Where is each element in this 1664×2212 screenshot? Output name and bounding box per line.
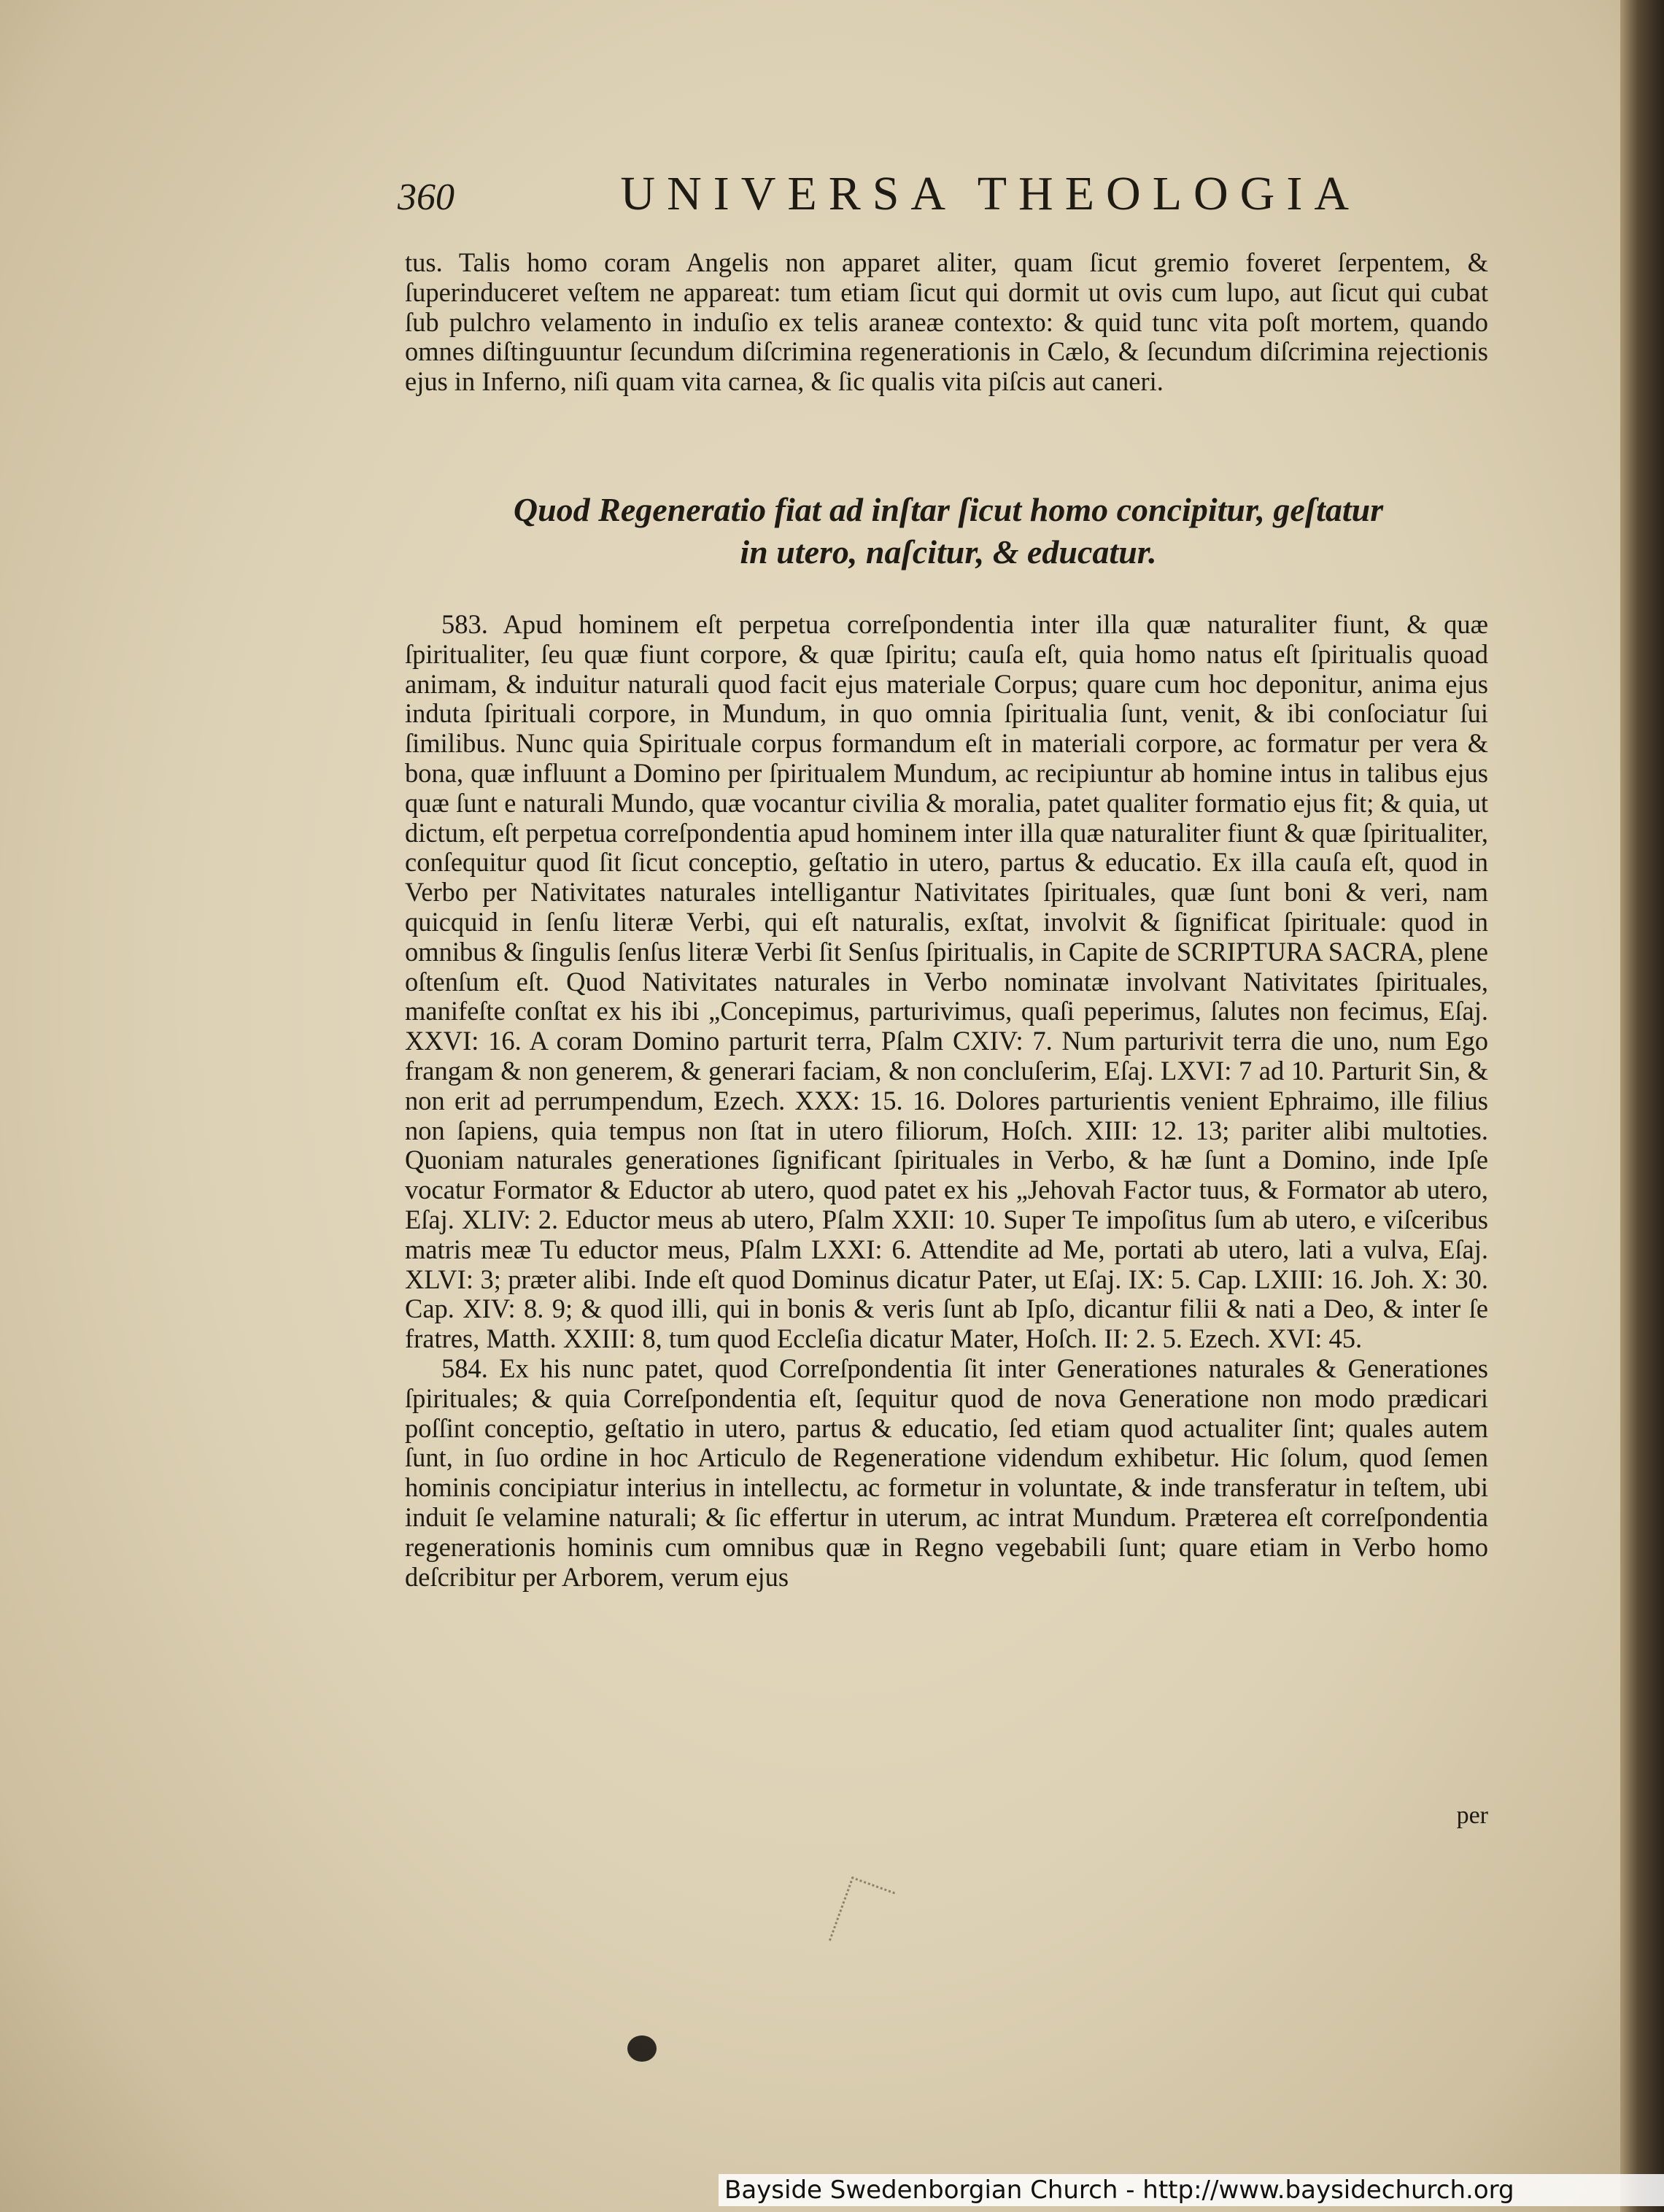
paragraph-584: 584. Ex his nunc patet, quod Correſpondentia ſit inter Generationes naturales & Generationes ſpirituales; & quia Correſpondentia eſt, ſequitur quod de nova Generatione non modo prædicari poſſint conceptio, geſtatio in utero, partus & educatio, ſed etiam quod actualiter ſint; quales autem ſunt, in ſuo ordine in hoc Articulo de Regeneratione videndum exhibetur. Hic ſolum, quod ſemen hominis concipiatur interius in intellectu, ac formetur in voluntate, & inde transferatur in teſtem, ubi induit ſe velamine naturali; & ſic effertur in uterum, ac intrat Mundum. Præterea eſt correſpondentia regenerationis hominis cum omnibus quæ in Regno vegebabili ſunt; quare etiam in Verbo homo deſcribitur per Arborem, verum ejus [405,1353,1488,1592]
ink-blot [627,2035,657,2062]
page-number: 360 [398,177,454,218]
top-paragraph-block [405,248,1488,397]
main-text-block [405,610,1488,1592]
running-head [398,166,1361,232]
running-title: UNIVERSA THEOLOGIA [620,167,1361,220]
section-heading-line1: Quod Regeneratio fiat ad inſtar ſicut homo concipitur, geſtatur [513,491,1384,528]
page-gutter [1620,0,1664,2212]
paragraph-583: 583. Apud hominem eſt perpetua correſpondentia inter illa quæ naturaliter fiunt, & quæ ſpiritualiter, ſeu quæ fiunt corpore, & quæ ſpiritu; cauſa eſt, quia homo natus eſt ſpiritualis quoad animam, & induitur naturali quod facit ejus materiale Corpus; quare cum hoc deponitur, anima ejus induta ſpirituali corpore, in Mundum, in quo omnia ſpiritualia ſunt, venit, & ibi conſociatur ſui ſimilibus. Nunc quia Spirituale corpus formandum eſt in materiali corpore, ac formatur per vera & bona, quæ influunt a Domino per ſpiritualem Mundum, ac recipiuntur ab homine intus in talibus ejus quæ ſunt e naturali Mundo, quæ vocantur civilia & moralia, patet qualiter formatio ejus fit; & quia, ut dictum, eſt perpetua correſpondentia apud hominem inter illa quæ naturaliter fiunt & quæ ſpiritualiter, conſequitur quod ſit ſicut conceptio, geſtatio in utero, partus & educatio. Ex illa cauſa eſt, quod in Verbo per Nativitates naturales intelligantur Nativitates ſpirituales, quæ ſunt boni & veri, nam quicquid in ſenſu literæ Verbi, qui eſt naturalis, exſtat, involvit & ſignificat ſpirituale: quod in omnibus & ſingulis ſenſus literæ Verbi ſit Senſus ſpiritualis, in Capite de SCRIPTURA SACRA, plene oſtenſum eſt. Quod Nativitates naturales in Verbo nominatæ involvant Nativitates ſpirituales, manifeſte conſtat ex his ibi „Concepimus, parturivimus, quaſi peperimus, ſalutes non fecimus, Eſaj. XXVI: 16. A coram Domino parturit terra, Pſalm CXIV: 7. Num parturivit terra die uno, num Ego frangam & non generem, & generari faciam, & non concluſerim, Eſaj. LXVI: 7 ad 10. Parturit Sin, & non erit ad perrumpendum, Ezech. XXX: 15. 16. Dolores parturientis venient Ephraimo, ille filius non ſapiens, quia tempus non ſtat in utero filiorum, Hoſch. XIII: 12. 13; pariter alibi multoties. Quoniam naturales generationes ſignificant ſpirituales in Verbo, & hæ ſunt a Domino, inde Ipſe vocatur Formator & Eductor ab utero, quod patet ex his „Jehovah Factor tuus, & Formator ab utero, Eſaj. XLIV: 2. Eductor meus ab utero, Pſalm XXII: 10. Super Te impoſitus ſum ab utero, e viſceribus matris meæ Tu eductor meus, Pſalm LXXI: 6. Attendite ad Me, portati ab utero, lati a vulva, Eſaj. XLVI: 3; præter alibi. Inde eſt quod Dominus dicatur Pater, ut Eſaj. IX: 5. Cap. LXIII: 16. Joh. X: 30. Cap. XIV: 8. 9; & quod illi, qui in bonis & veris ſunt ab Ipſo, dicantur filii & nati a Deo, & inter ſe fratres, Matth. XXIII: 8, tum quod Eccleſia dicatur Mater, Hoſch. II: 2. 5. Ezech. XVI: 45. [405,609,1488,1354]
section-heading-line2: in utero, naſcitur, & educatur. [740,533,1157,571]
top-paragraph: tus. Talis homo coram Angelis non apparet aliter, quam ſicut gremio foveret ſerpentem, & ſuperinduceret veſtem ne appareat: tum etiam ſicut qui dormit ut ovis cum lupo, aut ſicut qui cubat ſub pulchro velamento in induſio ex telis araneæ contexto: & quid tunc vita poſt mortem, quando omnes diſtinguuntur ſecundum diſcrimina regenerationis in Cælo, & ſecundum diſcrimina rejectionis ejus in Inferno, niſi quam vita carnea, & ſic qualis vita piſcis aut caneri. [405,247,1488,397]
section-heading [409,489,1488,573]
site-watermark: Bayside Swedenborgian Church - http://www.baysidechurch.org [719,2174,1664,2206]
catchword: per [1456,1802,1488,1829]
